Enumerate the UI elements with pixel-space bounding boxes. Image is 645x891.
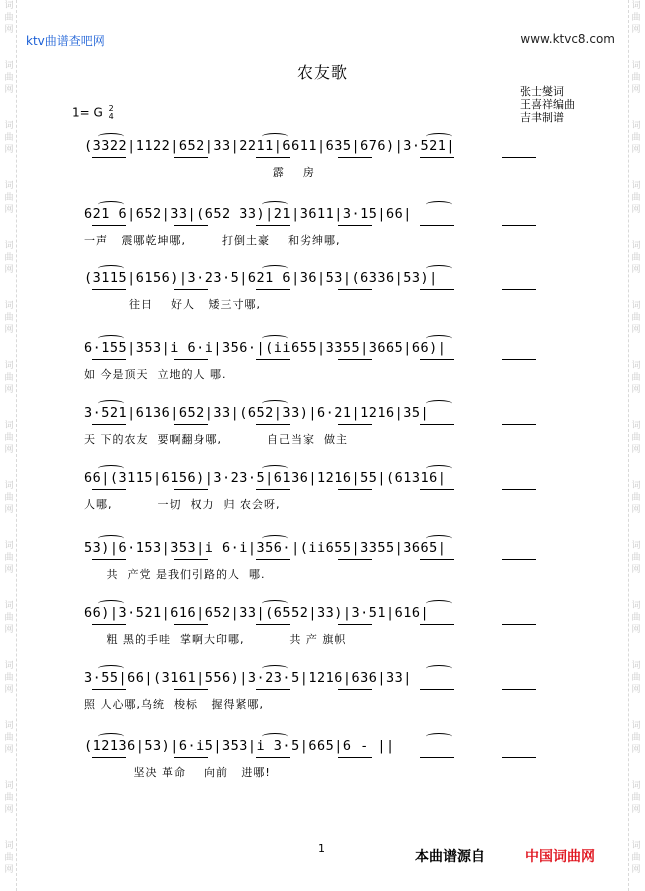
watermark-char: 词 — [631, 721, 641, 731]
watermark-group — [2, 780, 16, 816]
site-name-link[interactable]: ktv曲谱查吧网 — [26, 34, 105, 48]
duration-underline — [174, 559, 208, 560]
duration-underline — [502, 225, 536, 226]
song-title: 农友歌 — [296, 63, 348, 82]
watermark-char: 网 — [4, 685, 14, 695]
notation-line: 66|(3115|6156)|3·23·5|6136|1216|55|(61316| — [84, 470, 447, 486]
duration-underline — [92, 424, 126, 425]
lyric-line: 霹 房 — [84, 166, 315, 179]
watermark-char: 曲 — [631, 673, 641, 683]
duration-underline — [338, 359, 372, 360]
watermark-group — [2, 540, 16, 576]
watermark-char: 网 — [4, 265, 14, 275]
watermark-char: 网 — [4, 385, 14, 395]
watermark-char: 词 — [631, 181, 641, 191]
slur-mark — [262, 400, 288, 407]
slur-mark — [98, 335, 124, 342]
watermark-group — [629, 180, 643, 216]
watermark-char: 词 — [631, 781, 641, 791]
watermark-char: 词 — [631, 61, 641, 71]
duration-underline — [338, 289, 372, 290]
watermark-char: 网 — [4, 865, 14, 875]
watermark-char: 曲 — [4, 73, 14, 83]
slur-mark — [426, 600, 452, 607]
watermark-char: 网 — [631, 565, 641, 575]
slur-mark — [262, 600, 288, 607]
watermark-group — [629, 840, 643, 876]
lyric-line: 如 今是顶天 立地的人 哪. — [84, 368, 227, 381]
duration-underline — [92, 559, 126, 560]
notation-line: 3·521|6136|652|33|(652|33)|6·21|1216|35| — [84, 405, 430, 421]
watermark-char: 曲 — [4, 733, 14, 743]
watermark-group — [2, 840, 16, 876]
slur-mark — [262, 733, 288, 740]
duration-underline — [502, 757, 536, 758]
slur-mark — [426, 733, 452, 740]
watermark-char: 词 — [4, 181, 14, 191]
duration-underline — [174, 359, 208, 360]
notation-line: (12136|53)|6·i5|353|i 3·5|665|6 - || — [84, 738, 395, 754]
slur-mark — [262, 665, 288, 672]
watermark-char: 网 — [631, 865, 641, 875]
duration-underline — [256, 757, 290, 758]
duration-underline — [256, 689, 290, 690]
slur-mark — [98, 600, 124, 607]
watermark-group — [629, 240, 643, 276]
notation-line: 621 6|652|33|(652 33)|21|3611|3·15|66| — [84, 206, 412, 222]
duration-underline — [174, 225, 208, 226]
watermark-char: 网 — [631, 385, 641, 395]
watermark-group — [2, 300, 16, 336]
duration-underline — [338, 225, 372, 226]
watermark-char: 词 — [4, 301, 14, 311]
watermark-char: 曲 — [631, 373, 641, 383]
site-url-link[interactable]: www.ktvc8.com — [520, 32, 615, 46]
time-top: 2 — [108, 104, 114, 113]
watermark-char: 曲 — [631, 493, 641, 503]
duration-underline — [420, 289, 454, 290]
watermark-char: 词 — [4, 61, 14, 71]
watermark-char: 词 — [4, 841, 14, 851]
watermark-char: 曲 — [4, 373, 14, 383]
duration-underline — [92, 225, 126, 226]
watermark-char: 网 — [631, 745, 641, 755]
right-watermark-strip — [628, 0, 643, 891]
watermark-char: 网 — [631, 145, 641, 155]
duration-underline — [256, 559, 290, 560]
watermark-char: 曲 — [4, 133, 14, 143]
watermark-char: 曲 — [4, 493, 14, 503]
lyric-line: 坚决 革命 向前 进哪! — [84, 766, 271, 779]
duration-underline — [338, 489, 372, 490]
time-signature — [109, 105, 114, 121]
watermark-char: 词 — [4, 541, 14, 551]
slur-mark — [262, 133, 288, 140]
duration-underline — [92, 757, 126, 758]
lyric-line: 往日 好人 矮三寸哪, — [84, 298, 261, 311]
watermark-char: 曲 — [4, 853, 14, 863]
watermark-group — [2, 0, 16, 36]
slur-mark — [98, 201, 124, 208]
watermark-char: 词 — [631, 481, 641, 491]
slur-mark — [426, 201, 452, 208]
watermark-char: 词 — [4, 781, 14, 791]
lyric-line: 共 产党 是我们引路的人 哪. — [84, 568, 266, 581]
slur-mark — [262, 335, 288, 342]
arranger-credit: 王喜祥编曲 — [520, 98, 575, 111]
duration-underline — [502, 359, 536, 360]
watermark-char: 曲 — [631, 553, 641, 563]
duration-underline — [256, 225, 290, 226]
watermark-char: 词 — [631, 301, 641, 311]
slur-mark — [98, 133, 124, 140]
watermark-char: 曲 — [4, 613, 14, 623]
duration-underline — [338, 624, 372, 625]
lyric-line: 人哪, 一切 权力 归 农会呀, — [84, 498, 281, 511]
slur-mark — [426, 535, 452, 542]
notation-line: 6·155|353|i 6·i|356·|(ii655|3355|3665|66)| — [84, 340, 447, 356]
duration-underline — [502, 689, 536, 690]
slur-mark — [98, 400, 124, 407]
watermark-char: 曲 — [631, 133, 641, 143]
watermark-group — [629, 120, 643, 156]
watermark-char: 词 — [4, 241, 14, 251]
watermark-group — [629, 0, 643, 36]
left-watermark-strip — [2, 0, 17, 891]
source-brand-link[interactable]: 中国词曲网 — [525, 849, 595, 865]
watermark-char: 曲 — [631, 253, 641, 263]
slur-mark — [426, 665, 452, 672]
duration-underline — [420, 225, 454, 226]
watermark-char: 曲 — [631, 73, 641, 83]
duration-underline — [420, 157, 454, 158]
duration-underline — [174, 624, 208, 625]
slur-mark — [426, 335, 452, 342]
watermark-char: 曲 — [631, 613, 641, 623]
watermark-group — [2, 180, 16, 216]
notation-line: (3322|1122|652|33|2211|6611|635|676)|3·521| — [84, 138, 455, 154]
duration-underline — [256, 359, 290, 360]
watermark-char: 词 — [4, 481, 14, 491]
watermark-char: 曲 — [4, 673, 14, 683]
duration-underline — [420, 624, 454, 625]
key-label: 1= G — [72, 105, 103, 120]
watermark-char: 曲 — [631, 853, 641, 863]
watermark-char: 网 — [4, 205, 14, 215]
watermark-char: 词 — [631, 541, 641, 551]
duration-underline — [420, 559, 454, 560]
duration-underline — [174, 424, 208, 425]
duration-underline — [420, 489, 454, 490]
watermark-char: 词 — [4, 601, 14, 611]
page-number: 1 — [318, 842, 325, 855]
watermark-char: 曲 — [4, 13, 14, 23]
duration-underline — [502, 559, 536, 560]
watermark-char: 词 — [631, 241, 641, 251]
duration-underline — [256, 157, 290, 158]
duration-underline — [420, 689, 454, 690]
watermark-char: 词 — [631, 421, 641, 431]
credits-block — [520, 85, 575, 124]
notation-line: 53)|6·153|353|i 6·i|356·|(ii655|3355|3665| — [84, 540, 447, 556]
watermark-char: 词 — [4, 361, 14, 371]
watermark-char: 网 — [4, 445, 14, 455]
watermark-char: 网 — [4, 145, 14, 155]
watermark-char: 网 — [631, 445, 641, 455]
lyric-line: 一声 震哪乾坤哪, 打倒土豪 和劣绅哪, — [84, 234, 341, 247]
duration-underline — [420, 359, 454, 360]
watermark-group — [2, 240, 16, 276]
watermark-char: 词 — [631, 121, 641, 131]
slur-mark — [262, 465, 288, 472]
duration-underline — [502, 489, 536, 490]
watermark-char: 词 — [631, 841, 641, 851]
watermark-char: 词 — [631, 601, 641, 611]
notation-line: 66)|3·521|616|652|33|(6552|33)|3·51|616| — [84, 605, 430, 621]
slur-mark — [98, 535, 124, 542]
lyric-line: 照 人心哪,乌统 梭标 握得紧哪, — [84, 698, 264, 711]
watermark-char: 曲 — [4, 433, 14, 443]
slur-mark — [98, 265, 124, 272]
notation-line: (3115|6156)|3·23·5|621 6|36|53|(6336|53)| — [84, 270, 438, 286]
watermark-group — [2, 420, 16, 456]
watermark-char: 网 — [4, 25, 14, 35]
watermark-char: 网 — [4, 805, 14, 815]
watermark-group — [2, 360, 16, 396]
watermark-char: 曲 — [631, 733, 641, 743]
slur-mark — [262, 265, 288, 272]
watermark-group — [629, 780, 643, 816]
watermark-char: 词 — [4, 121, 14, 131]
watermark-char: 网 — [631, 805, 641, 815]
duration-underline — [420, 424, 454, 425]
key-signature — [72, 105, 114, 121]
watermark-char: 网 — [631, 325, 641, 335]
source-label: 本曲谱源自 — [415, 849, 485, 865]
slur-mark — [426, 133, 452, 140]
time-bottom: 4 — [108, 112, 114, 121]
duration-underline — [92, 689, 126, 690]
watermark-group — [629, 600, 643, 636]
duration-underline — [502, 289, 536, 290]
duration-underline — [420, 757, 454, 758]
duration-underline — [502, 157, 536, 158]
duration-underline — [338, 157, 372, 158]
watermark-char: 网 — [631, 625, 641, 635]
duration-underline — [256, 489, 290, 490]
duration-underline — [256, 424, 290, 425]
watermark-char: 网 — [4, 85, 14, 95]
watermark-char: 网 — [4, 505, 14, 515]
duration-underline — [256, 624, 290, 625]
watermark-group — [2, 720, 16, 756]
watermark-char: 词 — [631, 361, 641, 371]
duration-underline — [92, 289, 126, 290]
duration-underline — [338, 424, 372, 425]
watermark-char: 曲 — [4, 193, 14, 203]
watermark-char: 网 — [631, 685, 641, 695]
slur-mark — [262, 201, 288, 208]
lyric-line: 粗 黑的手哇 掌啊大印哪, 共 产 旗帜 — [84, 633, 347, 646]
watermark-group — [2, 480, 16, 516]
watermark-char: 曲 — [631, 193, 641, 203]
duration-underline — [502, 624, 536, 625]
watermark-group — [629, 660, 643, 696]
duration-underline — [338, 757, 372, 758]
slur-mark — [426, 265, 452, 272]
watermark-group — [629, 420, 643, 456]
watermark-group — [2, 120, 16, 156]
lyricist-credit: 张士燮词 — [520, 85, 564, 98]
duration-underline — [338, 559, 372, 560]
slur-mark — [426, 400, 452, 407]
watermark-char: 词 — [631, 661, 641, 671]
watermark-char: 词 — [4, 721, 14, 731]
duration-underline — [92, 624, 126, 625]
watermark-char: 曲 — [631, 313, 641, 323]
watermark-char: 曲 — [4, 553, 14, 563]
watermark-char: 词 — [4, 1, 14, 11]
watermark-char: 词 — [631, 1, 641, 11]
watermark-char: 曲 — [631, 13, 641, 23]
watermark-char: 网 — [4, 565, 14, 575]
watermark-char: 网 — [631, 85, 641, 95]
notation-line: 3·55|66|(3161|556)|3·23·5|1216|636|33| — [84, 670, 412, 686]
watermark-char: 曲 — [4, 793, 14, 803]
duration-underline — [174, 689, 208, 690]
watermark-group — [2, 660, 16, 696]
duration-underline — [174, 757, 208, 758]
watermark-group — [629, 360, 643, 396]
watermark-char: 曲 — [631, 793, 641, 803]
duration-underline — [502, 424, 536, 425]
duration-underline — [92, 157, 126, 158]
slur-mark — [98, 733, 124, 740]
watermark-char: 曲 — [4, 313, 14, 323]
duration-underline — [174, 489, 208, 490]
watermark-group — [629, 480, 643, 516]
slur-mark — [98, 665, 124, 672]
watermark-char: 网 — [631, 265, 641, 275]
slur-mark — [98, 465, 124, 472]
watermark-char: 网 — [4, 745, 14, 755]
lyric-line: 天 下的农友 要啊翻身哪, 自己当家 做主 — [84, 433, 348, 446]
watermark-char: 网 — [631, 205, 641, 215]
watermark-char: 网 — [4, 625, 14, 635]
watermark-char: 网 — [4, 325, 14, 335]
duration-underline — [256, 289, 290, 290]
duration-underline — [338, 689, 372, 690]
duration-underline — [92, 359, 126, 360]
watermark-char: 词 — [4, 661, 14, 671]
slur-mark — [262, 535, 288, 542]
watermark-char: 词 — [4, 421, 14, 431]
watermark-group — [2, 600, 16, 636]
watermark-group — [629, 300, 643, 336]
watermark-group — [629, 540, 643, 576]
transcriber-credit: 吉聿制谱 — [520, 111, 564, 124]
watermark-char: 网 — [631, 505, 641, 515]
slur-mark — [426, 465, 452, 472]
watermark-char: 曲 — [4, 253, 14, 263]
duration-underline — [92, 489, 126, 490]
duration-underline — [174, 289, 208, 290]
watermark-char: 曲 — [631, 433, 641, 443]
watermark-char: 网 — [631, 25, 641, 35]
duration-underline — [174, 157, 208, 158]
watermark-group — [629, 720, 643, 756]
